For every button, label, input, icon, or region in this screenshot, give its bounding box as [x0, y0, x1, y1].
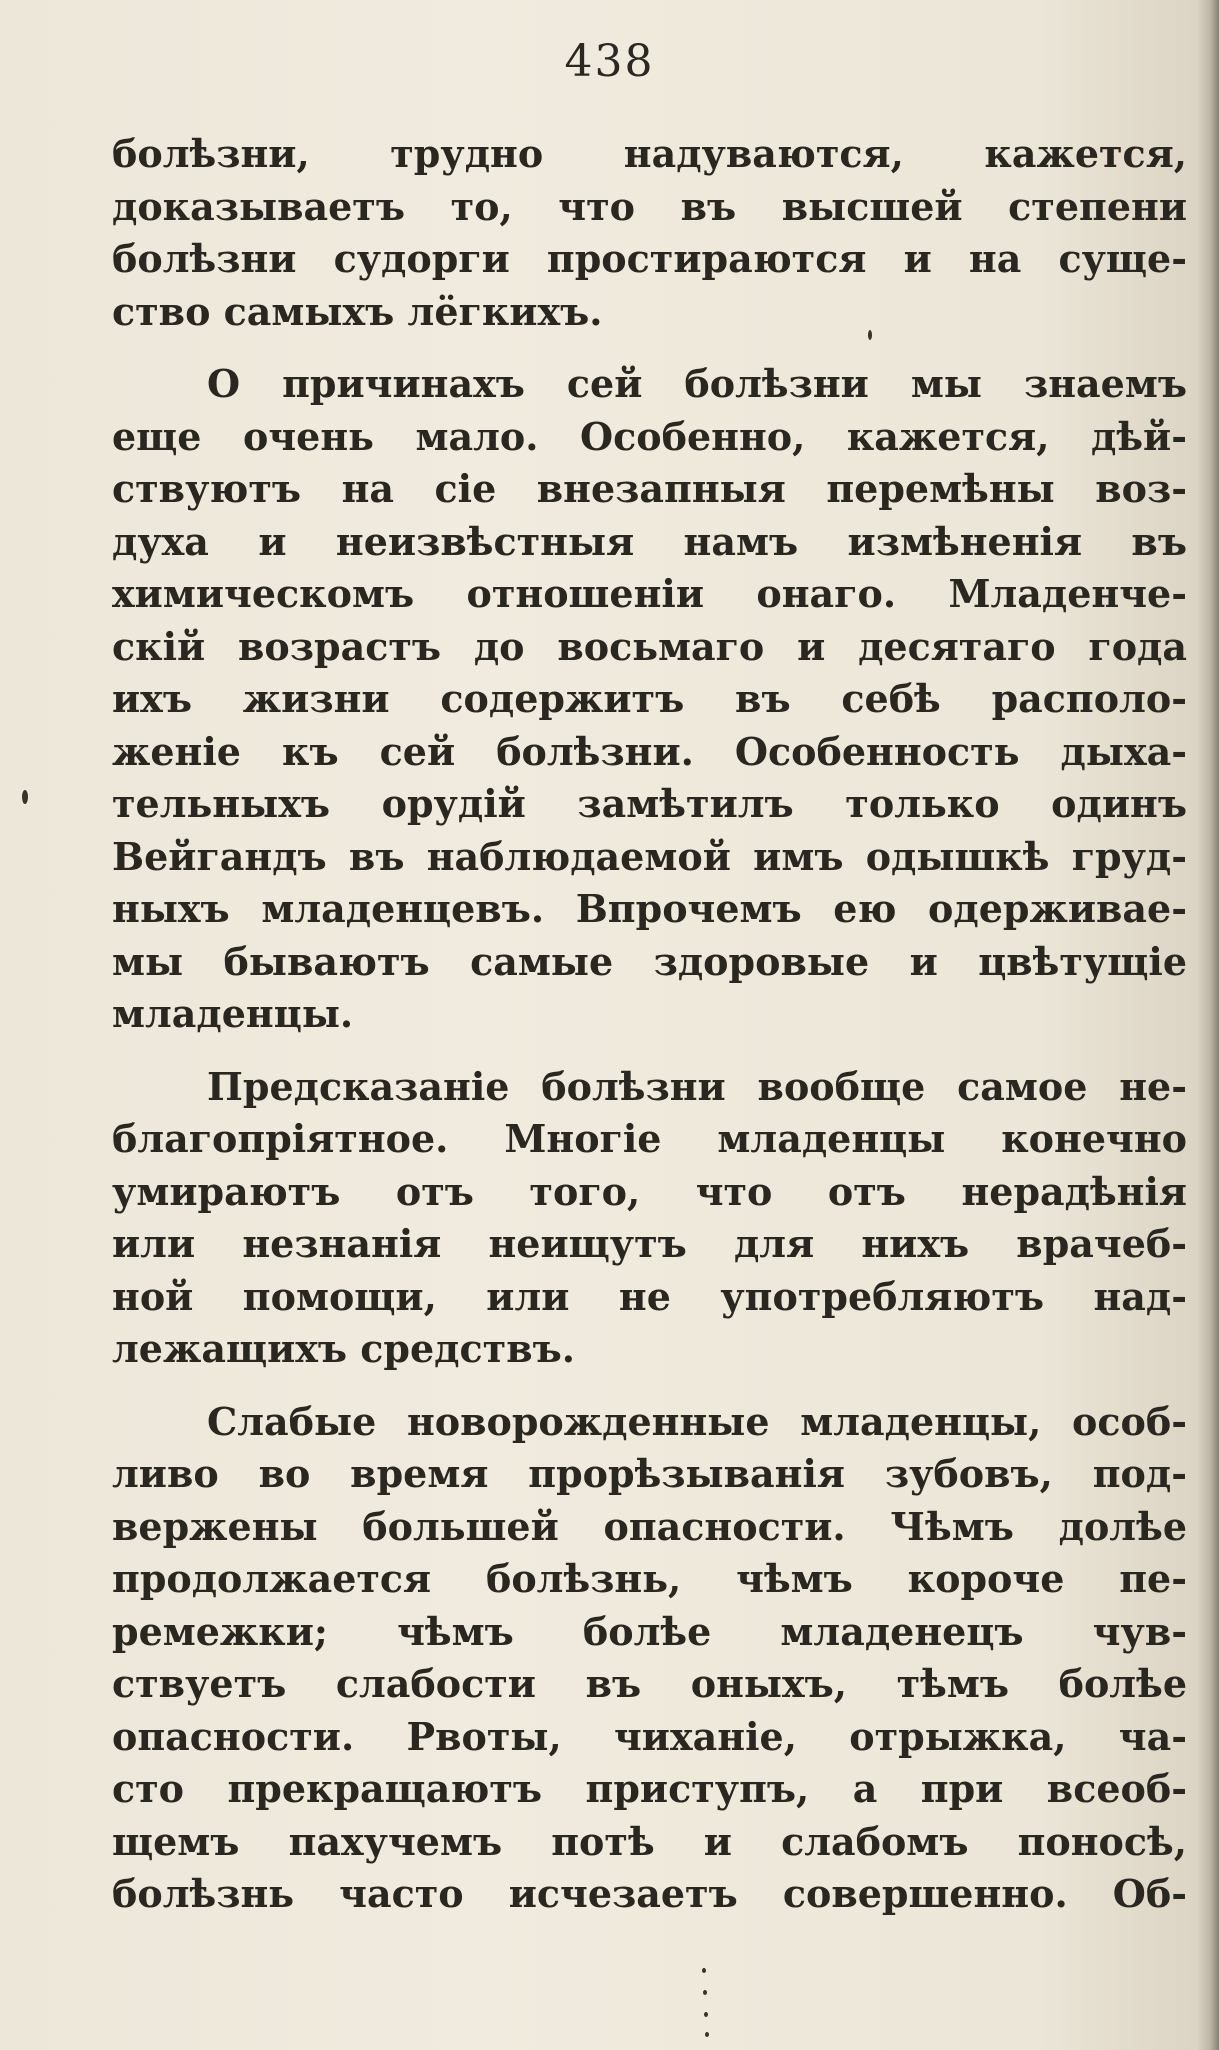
text-line: продолжается болѣзнь, чѣмъ короче пе-: [112, 1556, 1187, 1601]
text-line: болѣзни судорги простираются и на суще-: [112, 236, 1187, 281]
text-line: О причинахъ сей болѣзни мы знаемъ: [207, 361, 1187, 406]
text-line: болѣзнь часто исчезаетъ совершенно. Об-: [112, 1871, 1187, 1916]
text-line: или незнанія неищутъ для нихъ врачеб-: [112, 1221, 1187, 1266]
ink-speck: [704, 2012, 708, 2017]
paragraph-4: [112, 1396, 1187, 1921]
page-body-text: [112, 128, 1187, 1921]
text-line: ныхъ младенцевъ. Впрочемъ ею одерживае-: [112, 886, 1187, 931]
page-number: 438: [564, 36, 655, 87]
page-edge-shadow: [1197, 0, 1219, 2050]
text-line: лежащихъ средствъ.: [112, 1326, 575, 1371]
text-line: щемъ пахучемъ потѣ и слабомъ поносѣ,: [112, 1818, 1187, 1864]
text-line: ихъ жизни содержитъ въ себѣ располо-: [112, 676, 1187, 721]
text-line: опасности. Рвоты, чиханіе, отрыжка, ча-: [112, 1713, 1187, 1759]
text-line: духа и неизвѣстныя намъ измѣненія въ: [112, 518, 1187, 564]
text-line: ствуетъ слабости въ оныхъ, тѣмъ болѣе: [112, 1661, 1187, 1706]
text-line: ной помощи, или не употребляютъ над-: [112, 1273, 1187, 1319]
text-line: Слабые новорожденные младенцы, особ-: [207, 1398, 1187, 1444]
text-line: мы бываютъ самые здоровые и цвѣтущіе: [112, 938, 1187, 984]
text-line: ствуютъ на сіе внезапныя перемѣны воз-: [112, 466, 1187, 511]
paragraph-1: [112, 128, 1187, 338]
text-line: Предсказаніе болѣзни вообще самое не-: [207, 1063, 1187, 1109]
text-line: ремежки; чѣмъ болѣе младенецъ чув-: [112, 1608, 1187, 1654]
paragraph-3: [112, 1061, 1187, 1376]
text-line: ливо во время прорѣзыванія зубовъ, под-: [112, 1451, 1187, 1496]
text-line: женіе къ сей болѣзни. Особенность дыха-: [112, 728, 1187, 774]
text-line: болѣзни, трудно надуваются, кажется,: [112, 131, 1187, 176]
text-line: химическомъ отношеніи онаго. Младенче-: [112, 571, 1187, 616]
text-line: скій возрастъ до восьмаго и десятаго года: [112, 623, 1187, 669]
text-line: вержены большей опасности. Чѣмъ долѣе: [112, 1503, 1187, 1549]
text-line: доказываетъ то, что въ высшей степени: [112, 183, 1187, 229]
ink-speck: [868, 330, 872, 340]
ink-speck: [705, 2032, 709, 2037]
ink-speck: [22, 790, 28, 804]
paragraph-2: [112, 358, 1187, 1041]
text-line: благопріятное. Многіе младенцы конечно: [112, 1116, 1187, 1161]
text-line: Вейгандъ въ наблюдаемой имъ одышкѣ груд-: [112, 833, 1187, 879]
text-line: тельныхъ орудій замѣтилъ только одинъ: [112, 781, 1187, 826]
text-line: младенцы.: [112, 991, 354, 1036]
text-line: еще очень мало. Особенно, кажется, дѣй-: [112, 413, 1187, 459]
text-line: ство самыхъ лёгкихъ.: [112, 288, 603, 334]
ink-speck: [702, 1968, 706, 1973]
text-line: сто прекращаютъ приступъ, а при всеоб-: [112, 1766, 1187, 1811]
text-line: умираютъ отъ того, что отъ нерадѣнія: [112, 1168, 1187, 1214]
ink-speck: [703, 1990, 707, 1995]
